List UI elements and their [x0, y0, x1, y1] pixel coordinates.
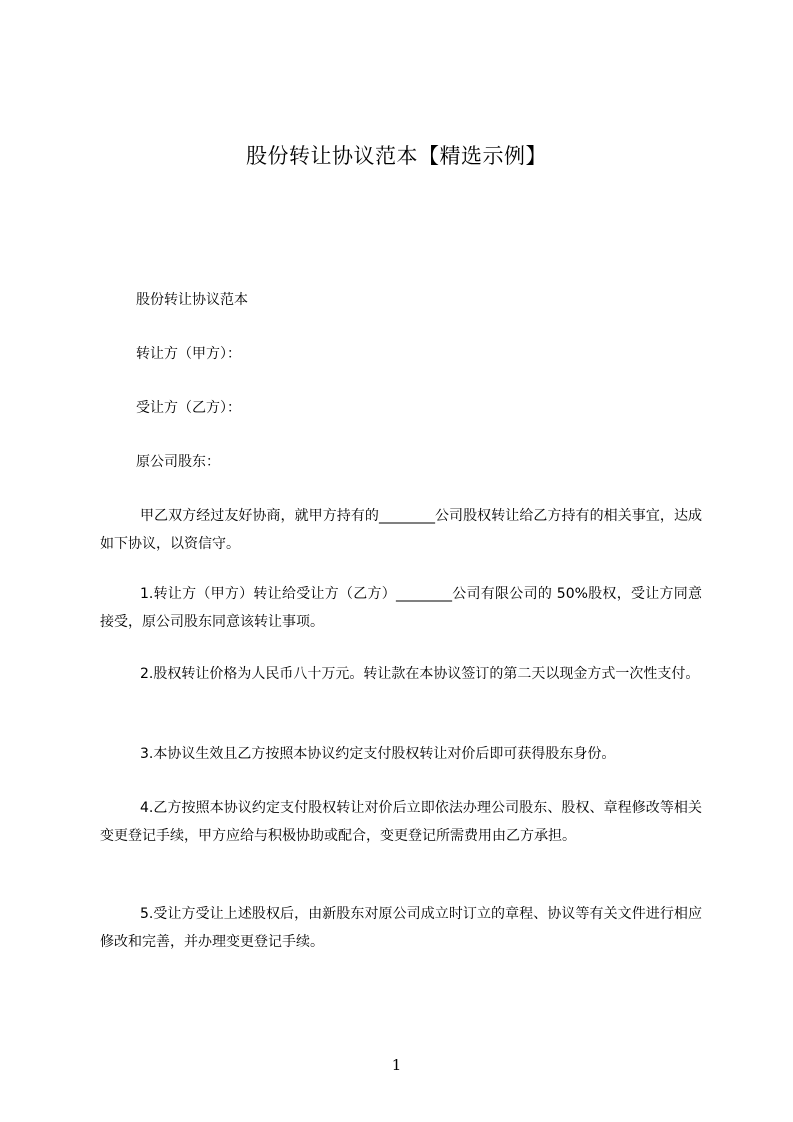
paragraph-clause-2: 2.股权转让价格为人民币八十万元。转让款在本协议签订的第二天以现金方式一次性支付。: [140, 666, 700, 682]
paragraph-preamble: 甲乙双方经过友好协商，就甲方持有的________公司股权转让给乙方持有的相关事宜，达成如下协议，以资信守。: [100, 508, 702, 552]
paragraph-transferee: 受让方（乙方）：: [136, 400, 241, 416]
paragraph-clause-5: 5.受让方受让上述股权后，由新股东对原公司成立时订立的章程、协议等有关文件进行相应修改和完善，并办理变更登记手续。: [100, 906, 702, 950]
paragraph-clause-3: 3.本协议生效且乙方按照本协议约定支付股权转让对价后即可获得股东身份。: [140, 746, 616, 762]
paragraph-transferor: 转让方（甲方）：: [136, 346, 241, 362]
paragraph-original-shareholders: 原公司股东：: [136, 454, 220, 470]
document-title: 股份转让协议范本【精选示例】: [246, 144, 547, 168]
paragraph-agreement-heading: 股份转让协议范本: [136, 292, 248, 308]
page-number: 1: [391, 1056, 402, 1074]
paragraph-clause-4: 4.乙方按照本协议约定支付股权转让对价后立即依法办理公司股东、股权、章程修改等相关变更登记手续，甲方应给与积极协助或配合，变更登记所需费用由乙方承担。: [100, 800, 702, 844]
paragraph-clause-1: 1.转让方（甲方）转让给受让方（乙方）________公司有限公司的 50%股权，受让方同意接受，原公司股东同意该转让事项。: [100, 586, 702, 630]
